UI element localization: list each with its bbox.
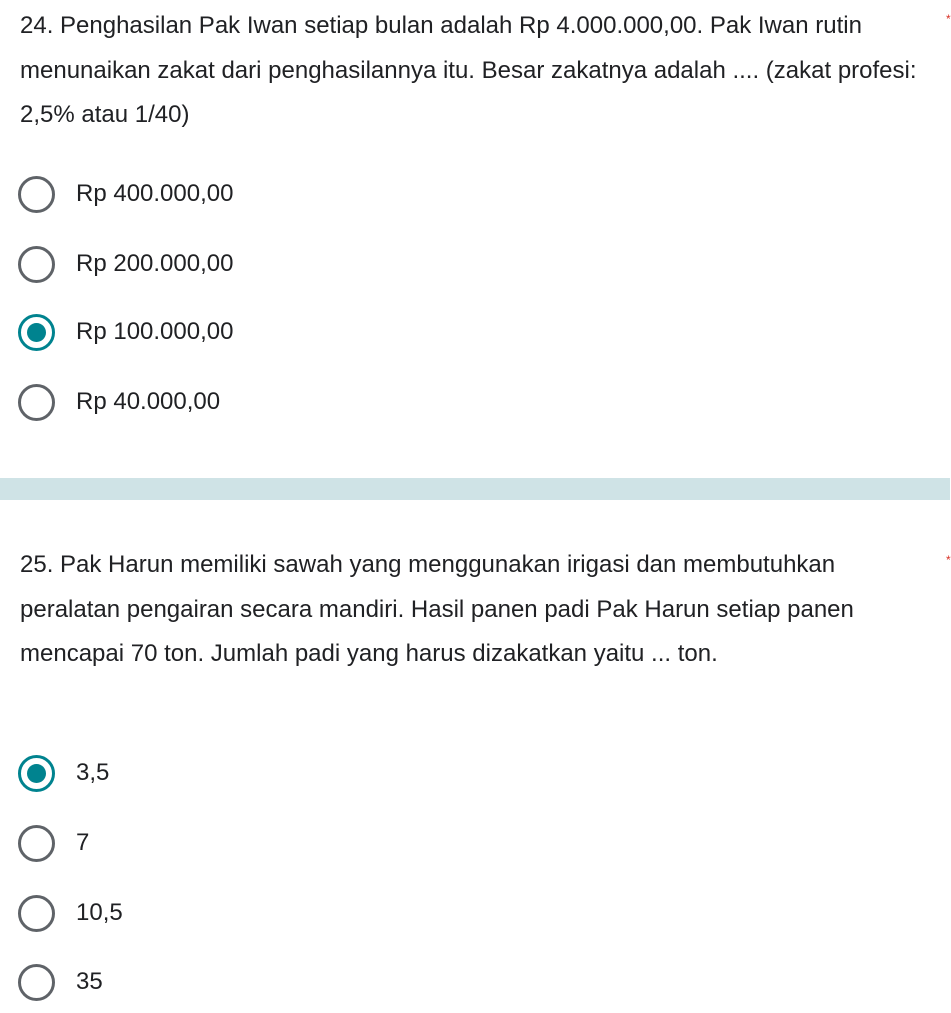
question-divider bbox=[0, 478, 950, 500]
question-text: 25. Pak Harun memiliki sawah yang menggunakan irigasi dan membutuhkan peralatan pengairan secara mandiri. Hasil panen padi Pak Harun setiap panen mencapai 70 ton. Jumlah padi yang harus dizakatkan yaitu ... ton. bbox=[20, 551, 854, 667]
radio-button-icon[interactable] bbox=[18, 176, 55, 213]
option-label: Rp 100.000,00 bbox=[76, 318, 234, 345]
radio-button-icon[interactable] bbox=[18, 895, 55, 932]
radio-button-icon[interactable] bbox=[18, 246, 55, 283]
option-radio[interactable] bbox=[18, 893, 123, 933]
radio-button-icon[interactable] bbox=[18, 384, 55, 421]
question-text: 24. Penghasilan Pak Iwan setiap bulan adalah Rp 4.000.000,00. Pak Iwan rutin menunaikan zakat dari penghasilannya itu. Besar zakatnya adalah .... (zakat profesi: 2,5% atau 1/40) bbox=[20, 12, 917, 128]
question-24 bbox=[0, 0, 950, 478]
option-label: 7 bbox=[76, 829, 90, 856]
option-radio[interactable] bbox=[18, 174, 233, 214]
option-radio[interactable] bbox=[18, 382, 220, 422]
required-mark: * bbox=[946, 553, 951, 567]
option-label: 3,5 bbox=[76, 759, 110, 786]
option-label: Rp 400.000,00 bbox=[76, 180, 234, 207]
option-radio[interactable] bbox=[18, 312, 233, 352]
radio-button-checked-icon[interactable] bbox=[18, 314, 55, 351]
option-radio[interactable] bbox=[18, 823, 89, 863]
option-label: 10,5 bbox=[76, 899, 123, 926]
option-radio[interactable] bbox=[18, 244, 233, 284]
radio-button-checked-icon[interactable] bbox=[18, 755, 55, 792]
radio-button-icon[interactable] bbox=[18, 825, 55, 862]
radio-button-icon[interactable] bbox=[18, 964, 55, 1001]
question-25 bbox=[0, 500, 950, 1013]
option-radio[interactable] bbox=[18, 753, 109, 793]
option-label: 35 bbox=[76, 968, 103, 995]
option-label: Rp 200.000,00 bbox=[76, 250, 234, 277]
option-label: Rp 40.000,00 bbox=[76, 388, 221, 415]
option-radio[interactable] bbox=[18, 962, 103, 1002]
required-mark: * bbox=[946, 12, 951, 26]
